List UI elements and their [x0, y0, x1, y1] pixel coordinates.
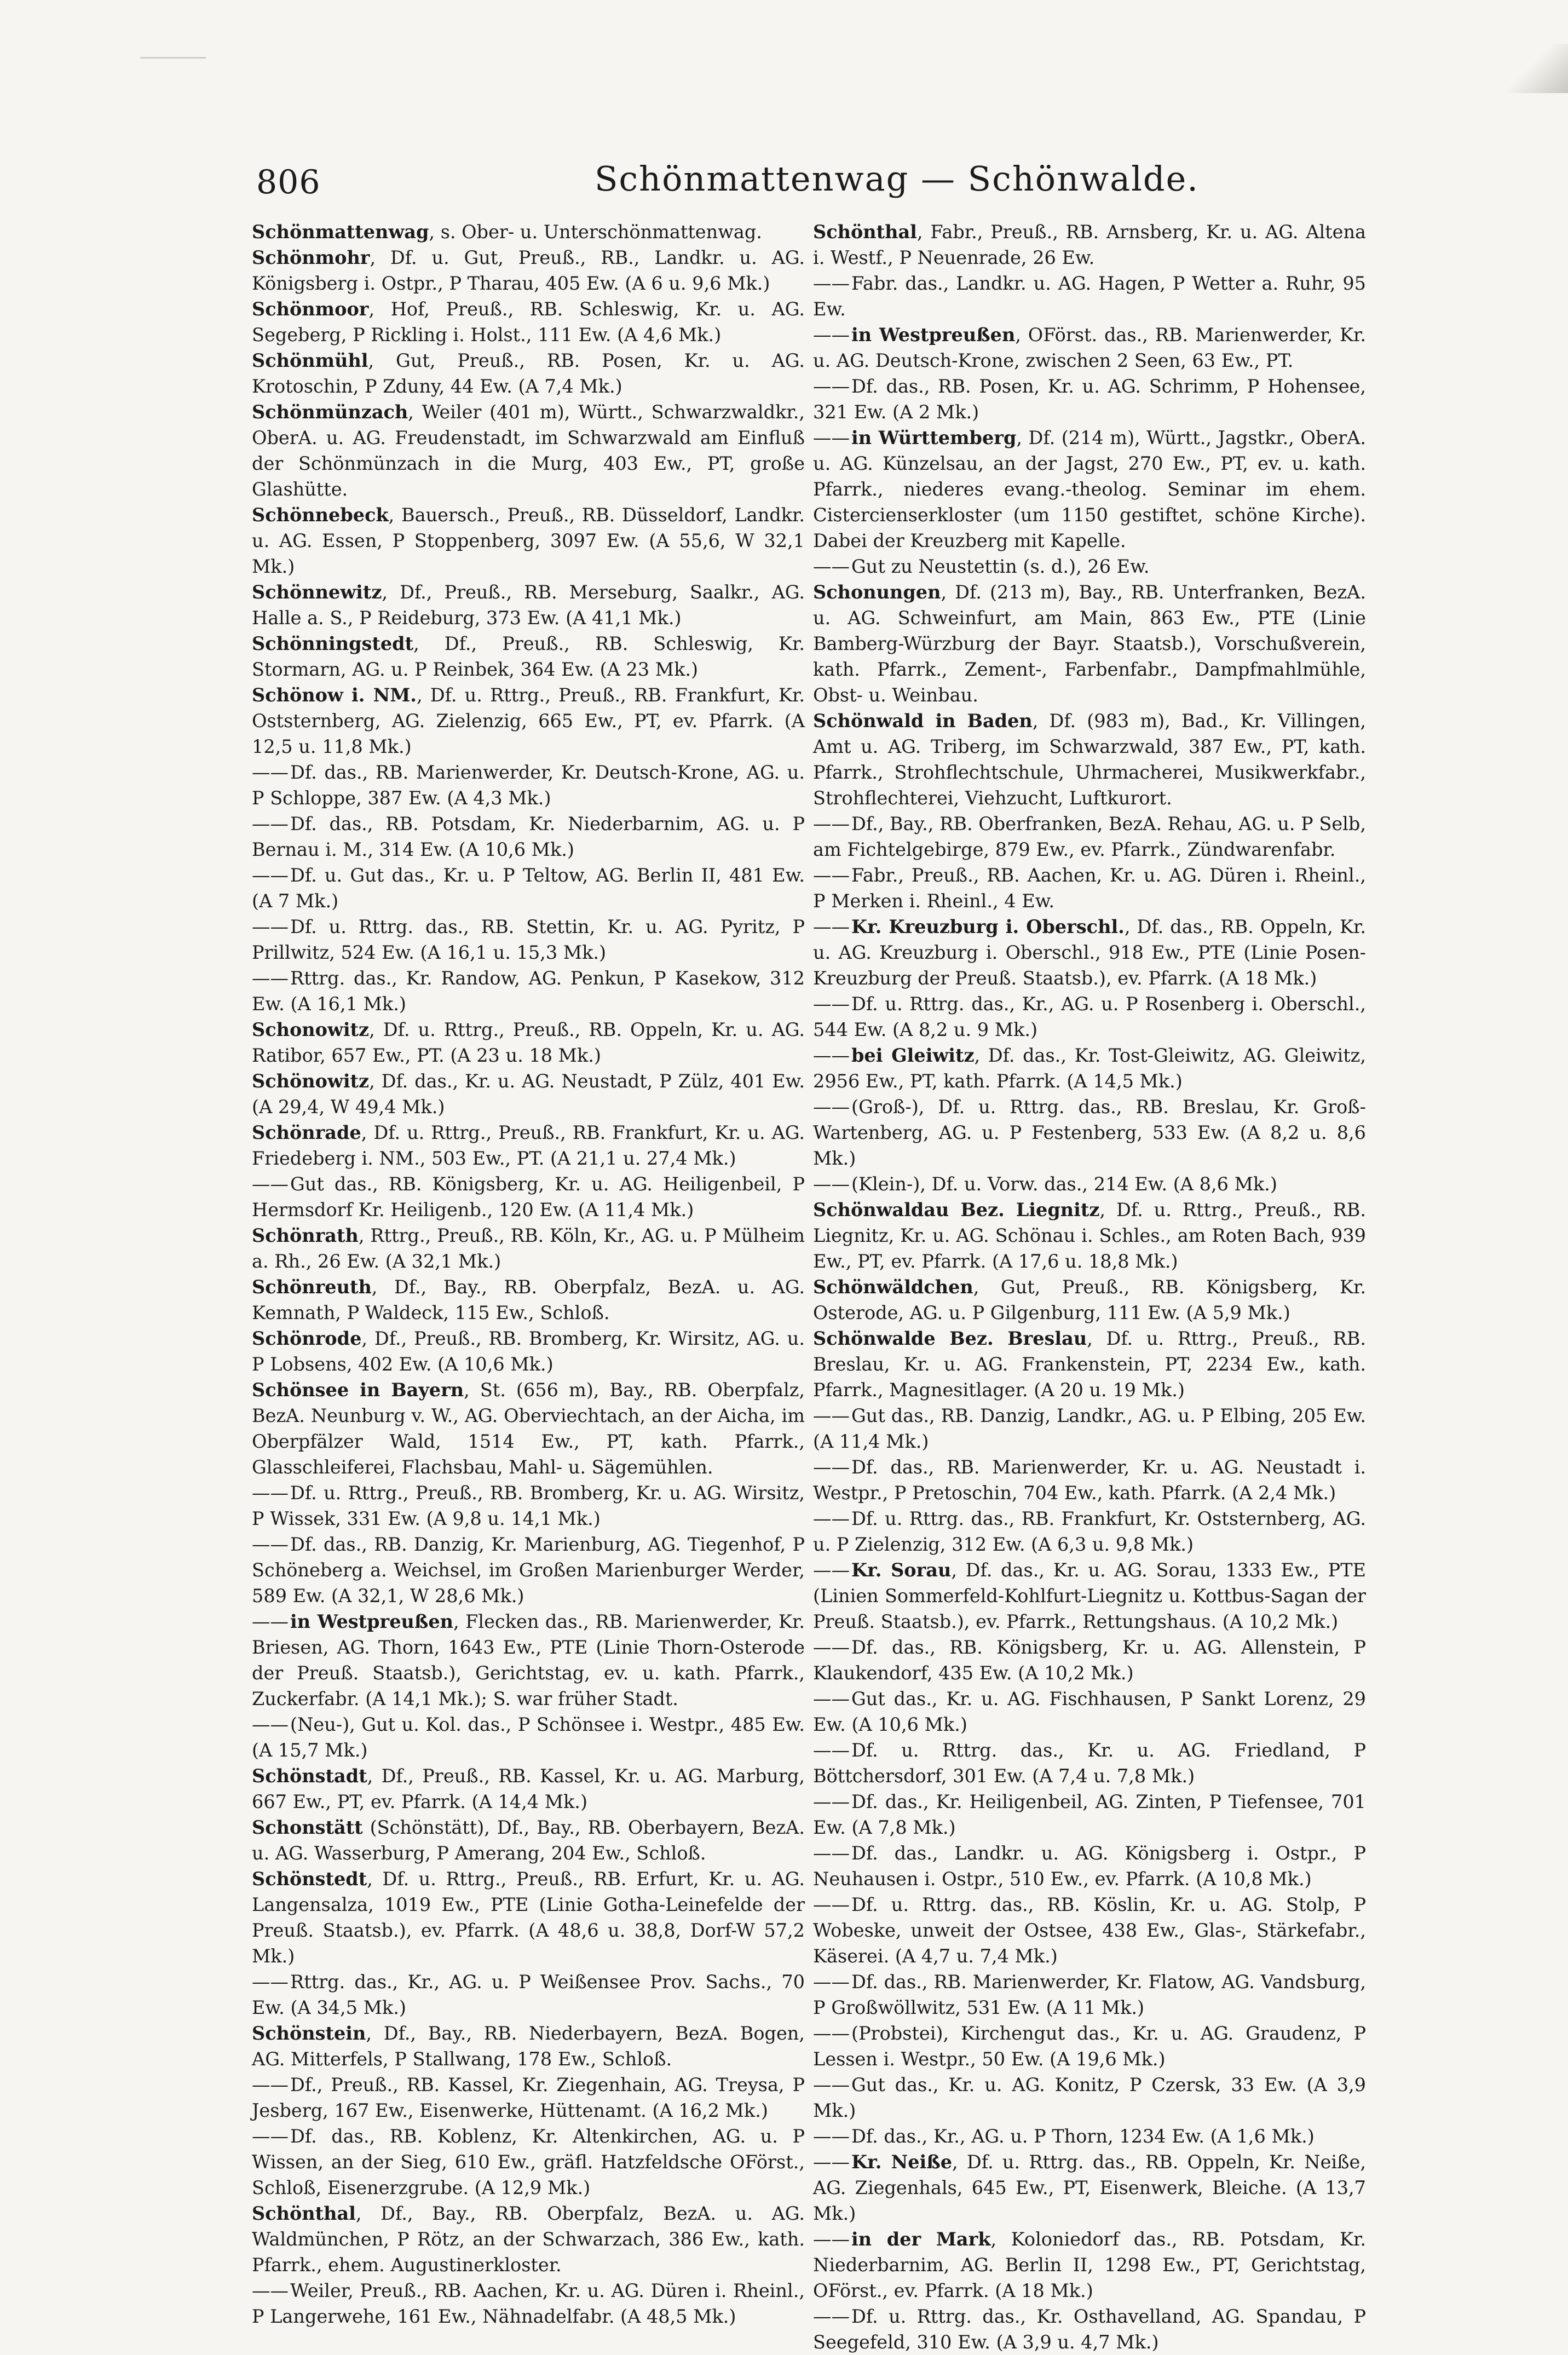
- entry-text: (Probstei), Kirchengut das., Kr. u. AG. Graudenz, P Lessen i. Westpr., 50 Ew. (A 19,6 Mk.): [813, 2023, 1366, 2070]
- entry-text: , Df. (214 m), Württ., Jagstkr., OberA. u. AG. Künzelsau, an der Jagst, 270 Ew., PT, ev. u. kath. Pfarrk., niederes evang.-theolog. Seminar im ehem. Cistercienserkloster (um 1150 gestiftet, schöne Kirche). Dabei der Kreuzberg mit Kapelle.: [813, 427, 1366, 551]
- column-divider: [806, 219, 808, 2081]
- ditto-dash: ——: [813, 2023, 850, 2044]
- entry-headword: Schönningstedt: [252, 633, 414, 654]
- entry-headword: Schönowitz: [252, 1070, 370, 1092]
- entry-text: Df. u. Rttrg., Preuß., RB. Bromberg, Kr. u. AG. Wirsitz, P Wissek, 331 Ew. (A 9,8 u. 14,1 Mk.): [252, 1482, 805, 1529]
- entry-headword: Schönnewitz: [252, 581, 382, 603]
- entry-text: , Df. u. Rttrg., Preuß., RB. Frankfurt, Kr. Oststernberg, AG. Zielenzig, 665 Ew., PT, ev. Pfarrk. (A 12,5 u. 11,8 Mk.): [252, 684, 805, 757]
- ditto-dash: ——: [252, 2280, 289, 2301]
- entry-text: Gut zu Neustettin (s. d.), 26 Ew.: [851, 556, 1150, 577]
- gazetteer-entry: [252, 1531, 805, 1609]
- gazetteer-entry: [252, 1969, 805, 2020]
- entry-text: , Df. u. Rttrg., Preuß., RB. Frankfurt, Kr. u. AG. Friedeberg i. NM., 503 Ew., PT. (A 21,1 u. 27,4 Mk.): [252, 1122, 805, 1169]
- gazetteer-entry: [813, 991, 1366, 1043]
- ditto-dash: ——: [813, 1894, 850, 1915]
- gazetteer-entry: [252, 914, 805, 965]
- gazetteer-entry: [252, 1223, 805, 1274]
- gazetteer-entry: [813, 2226, 1366, 2304]
- entry-text: , Gut, Preuß., RB. Posen, Kr. u. AG. Krotoschin, P Zduny, 44 Ew. (A 7,4 Mk.): [252, 350, 805, 397]
- ditto-dash: ——: [813, 1971, 850, 1993]
- entry-text: , Df. u. Rttrg., Preuß., RB. Breslau, Kr. u. AG. Frankenstein, PT, 2234 Ew., kath. Pfarrk., Magnesitlager. (A 20 u. 19 Mk.): [813, 1328, 1366, 1401]
- entry-text: , Df. das., Kr. u. AG. Neustadt, P Zülz, 401 Ew. (A 29,4, W 49,4 Mk.): [252, 1070, 805, 1118]
- entry-headword: Schönrade: [252, 1122, 361, 1143]
- gazetteer-entry: [813, 1094, 1366, 1171]
- gazetteer-entry: [813, 1403, 1366, 1454]
- entry-text: (Klein-), Df. u. Vorw. das., 214 Ew. (A 8,6 Mk.): [851, 1173, 1277, 1195]
- ditto-dash: ——: [813, 1456, 850, 1478]
- gazetteer-entry: [813, 322, 1366, 373]
- entry-text: Df., Bay., RB. Oberfranken, BezA. Rehau, AG. u. P Selb, am Fichtelgebirge, 879 Ew., ev. Pfarrk., Zündwarenfabr.: [813, 813, 1366, 860]
- entry-text: , Weiler (401 m), Württ., Schwarzwaldkr., OberA. u. AG. Freudenstadt, im Schwarzwald am Einfluß der Schönmünzach in die Murg, 403 Ew., PT, große Glashütte.: [252, 401, 805, 500]
- entry-headword: Schönwäldchen: [813, 1276, 973, 1298]
- gazetteer-entry: [813, 1789, 1366, 1840]
- gazetteer-entry: [813, 1197, 1366, 1274]
- entry-text: , Df. das., Kr. u. AG. Sorau, 1333 Ew., PTE (Linien Sommerfeld-Kohlfurt-Liegnitz u. Kottbus-Sagan der Preuß. Staatsb.), ev. Pfarrk., Rettungshaus. (A 10,2 Mk.): [813, 1559, 1366, 1632]
- ditto-dash: ——: [252, 1173, 289, 1195]
- entry-text: Gut das., Kr. u. AG. Konitz, P Czersk, 33 Ew. (A 3,9 Mk.): [813, 2074, 1366, 2121]
- entry-text: Gut das., RB. Königsberg, Kr. u. AG. Heiligenbeil, P Hermsdorf Kr. Heiligenb., 120 Ew. (A 11,4 Mk.): [252, 1173, 805, 1220]
- gazetteer-entry: [252, 348, 805, 399]
- entry-text: Df. das., RB. Posen, Kr. u. AG. Schrimm, P Hohensee, 321 Ew. (A 2 Mk.): [813, 376, 1366, 423]
- entry-subhead: Kr. Kreuzburg i. Oberschl.: [851, 916, 1125, 937]
- entry-text: Df. u. Rttrg. das., Kr., AG. u. P Rosenberg i. Oberschl., 544 Ew. (A 8,2 u. 9 Mk.): [813, 993, 1366, 1040]
- entry-text: , Df. das., Kr. Tost-Gleiwitz, AG. Gleiwitz, 2956 Ew., PT, kath. Pfarrk. (A 14,5 Mk.): [813, 1045, 1366, 1092]
- entry-text: (Groß-), Df. u. Rttrg. das., RB. Breslau, Kr. Groß-Wartenberg, AG. u. P Festenberg, 533 Ew. (A 8,2 u. 8,6 Mk.): [813, 1096, 1366, 1169]
- gazetteer-entry: [813, 2123, 1366, 2149]
- gazetteer-entry: [252, 502, 805, 579]
- gazetteer-entry: [252, 1326, 805, 1377]
- gazetteer-entry: [813, 554, 1366, 579]
- gazetteer-entry: [252, 862, 805, 914]
- entry-headword: Schönmühl: [252, 350, 368, 371]
- gazetteer-entry: [252, 1017, 805, 1068]
- ditto-dash: ——: [252, 813, 289, 834]
- entry-headword: Schönreuth: [252, 1276, 372, 1298]
- entry-text: , Df. u. Rttrg. das., RB. Oppeln, Kr. Neiße, AG. Ziegenhals, 645 Ew., PT, Eisenwerk, Bleiche. (A 13,7 Mk.): [813, 2151, 1366, 2224]
- entry-text: (Neu-), Gut u. Kol. das., P Schönsee i. Westpr., 485 Ew. (A 15,7 Mk.): [252, 1714, 805, 1761]
- gazetteer-entry: [252, 1815, 805, 1866]
- ditto-dash: ——: [813, 324, 850, 346]
- entry-headword: Schönmattenwag: [252, 221, 429, 243]
- entry-text: , Df. u. Rttrg., Preuß., RB. Erfurt, Kr. u. AG. Langensalza, 1019 Ew., PTE (Linie Gotha-Leinefelde der Preuß. Staatsb.), ev. Pfarrk. (A 48,6 u. 38,8, Dorf-W 57,2 Mk.): [252, 1868, 805, 1967]
- gazetteer-entry: [813, 1454, 1366, 1506]
- ditto-dash: ——: [252, 968, 289, 989]
- ditto-dash: ——: [252, 1611, 289, 1632]
- ditto-dash: ——: [252, 1714, 289, 1735]
- ditto-dash: ——: [813, 2229, 850, 2250]
- entry-text: , Rttrg., Preuß., RB. Köln, Kr., AG. u. P Mülheim a. Rh., 26 Ew. (A 32,1 Mk.): [252, 1225, 805, 1272]
- entry-subhead: Kr. Sorau: [851, 1559, 952, 1581]
- entry-headword: Schonungen: [813, 581, 941, 603]
- gazetteer-entry: [813, 1634, 1366, 1686]
- gazetteer-entry: [813, 579, 1366, 708]
- entry-text: , Gut, Preuß., RB. Königsberg, Kr. Osterode, AG. u. P Gilgenburg, 111 Ew. (A 5,9 Mk.): [813, 1276, 1366, 1323]
- entry-headword: Schönstein: [252, 2023, 366, 2044]
- entry-text: , Df. (213 m), Bay., RB. Unterfranken, BezA. u. AG. Schweinfurt, am Main, 863 Ew., PTE (Linie Bamberg-Würzburg der Bayr. Staatsb.), Vorschußverein, kath. Pfarrk., Zement-, Farbenfabr., Dampfmahlmühle, Obst- u. Weinbau.: [813, 581, 1366, 706]
- entry-subhead: bei Gleiwitz: [851, 1045, 975, 1066]
- entry-text: Df. u. Rttrg. das., RB. Köslin, Kr. u. AG. Stolp, P Wobeske, unweit der Ostsee, 438 Ew., Glas-, Stärkefabr., Käserei. (A 4,7 u. 7,4 Mk.): [813, 1894, 1366, 1967]
- ditto-dash: ——: [813, 1740, 850, 1761]
- entry-text: Weiler, Preuß., RB. Aachen, Kr. u. AG. Düren i. Rheinl., P Langerwehe, 161 Ew., Nähnadelfabr. (A 48,5 Mk.): [252, 2280, 805, 2327]
- ditto-dash: ——: [252, 916, 289, 937]
- gazetteer-entry: [813, 1737, 1366, 1789]
- entry-text: Df. das., RB. Marienwerder, Kr. Flatow, AG. Vandsburg, P Großwöllwitz, 531 Ew. (A 11 Mk.): [813, 1971, 1366, 2018]
- gazetteer-entry: [813, 1969, 1366, 2020]
- entry-headword: Schönthal: [252, 2203, 356, 2224]
- ditto-dash: ——: [252, 865, 289, 886]
- entry-text: Df. u. Rttrg. das., Kr. u. AG. Friedland, P Böttchersdorf, 301 Ew. (A 7,4 u. 7,8 Mk.): [813, 1740, 1366, 1787]
- entry-text: Df. das., RB. Marienwerder, Kr. u. AG. Neustadt i. Westpr., P Pretoschin, 704 Ew., kath. Pfarrk. (A 2,4 Mk.): [813, 1456, 1366, 1504]
- ditto-dash: ——: [813, 993, 850, 1015]
- entry-text: , Df., Preuß., RB. Merseburg, Saalkr., AG. Halle a. S., P Reideburg, 373 Ew. (A 41,1 Mk.): [252, 581, 805, 629]
- entry-text: , Df., Bay., RB. Oberpfalz, BezA. u. AG. Waldmünchen, P Rötz, an der Schwarzach, 386 Ew., kath. Pfarrk., ehem. Augustinerkloster.: [252, 2203, 805, 2276]
- entry-text: , Koloniedorf das., RB. Potsdam, Kr. Niederbarnim, AG. Berlin II, 1298 Ew., PT, Gerichtstag, OFörst., ev. Pfarrk. (A 18 Mk.): [813, 2229, 1366, 2301]
- gazetteer-entry: [813, 1506, 1366, 1557]
- gazetteer-entry: [813, 1892, 1366, 1969]
- gazetteer-entry: [813, 425, 1366, 554]
- ditto-dash: ——: [813, 1096, 850, 1118]
- entry-headword: Schönwalde Bez. Breslau: [813, 1328, 1087, 1349]
- gazetteer-entry: [813, 811, 1366, 862]
- entry-text: Fabr., Preuß., RB. Aachen, Kr. u. AG. Düren i. Rheinl., P Merken i. Rheinl., 4 Ew.: [813, 865, 1366, 912]
- entry-headword: Schönrode: [252, 1328, 362, 1349]
- entry-text: , Df. u. Gut, Preuß., RB., Landkr. u. AG. Königsberg i. Ostpr., P Tharau, 405 Ew. (A 6 u. 9,6 Mk.): [252, 247, 805, 294]
- ditto-dash: ——: [813, 1508, 850, 1529]
- entry-text: Df. das., RB. Königsberg, Kr. u. AG. Allenstein, P Klaukendorf, 435 Ew. (A 10,2 Mk.): [813, 1637, 1366, 1684]
- entry-headword: Schönthal: [813, 221, 917, 243]
- gazetteer-entry: [813, 270, 1366, 322]
- ditto-dash: ——: [813, 1173, 850, 1195]
- page-header: [256, 159, 1296, 214]
- entry-text: , s. Ober- u. Unterschönmattenwag.: [429, 221, 762, 243]
- gazetteer-entry: [252, 1712, 805, 1763]
- gazetteer-entry: [813, 1274, 1366, 1326]
- ditto-dash: ——: [813, 1045, 850, 1066]
- gazetteer-entry: [813, 2304, 1366, 2355]
- gazetteer-entry: [252, 759, 805, 811]
- gazetteer-entry: [252, 2278, 805, 2329]
- gazetteer-entry: [252, 399, 805, 502]
- ditto-dash: ——: [813, 427, 850, 448]
- entry-text: Df. u. Rttrg. das., RB. Frankfurt, Kr. Oststernberg, AG. u. P Zielenzig, 312 Ew. (A 6,3 u. 9,8 Mk.): [813, 1508, 1366, 1555]
- entry-text: Df. das., Kr. Heiligenbeil, AG. Zinten, P Tiefensee, 701 Ew. (A 7,8 Mk.): [813, 1791, 1366, 1838]
- ditto-dash: ——: [813, 2074, 850, 2095]
- entry-subhead: in Westpreußen: [290, 1611, 454, 1632]
- entry-text: , Fabr., Preuß., RB. Arnsberg, Kr. u. AG. Altena i. Westf., P Neuenrade, 26 Ew.: [813, 221, 1366, 268]
- entry-headword: Schönstadt: [252, 1765, 367, 1787]
- entry-text: , Df. u. Rttrg., Preuß., RB. Liegnitz, Kr. u. AG. Schönau i. Schles., am Roten Bach, 939 Ew., PT, ev. Pfarrk. (A 17,6 u. 18,8 Mk.): [813, 1199, 1366, 1272]
- ditto-dash: ——: [252, 1971, 289, 1993]
- gazetteer-entry: [813, 219, 1366, 270]
- ditto-dash: ——: [813, 916, 850, 937]
- entry-text: , OFörst. das., RB. Marienwerder, Kr. u. AG. Deutsch-Krone, zwischen 2 Seen, 63 Ew., PT.: [813, 324, 1367, 371]
- entry-text: Df. das., RB. Marienwerder, Kr. Deutsch-Krone, AG. u. P Schloppe, 387 Ew. (A 4,3 Mk.): [252, 762, 805, 809]
- entry-subhead: Kr. Neiße: [851, 2151, 953, 2173]
- entry-text: Df. u. Rttrg. das., RB. Stettin, Kr. u. AG. Pyritz, P Prillwitz, 524 Ew. (A 16,1 u. 15,3 Mk.): [252, 916, 805, 963]
- ditto-dash: ——: [813, 1791, 850, 1812]
- entry-headword: Schönrath: [252, 1225, 359, 1246]
- right-column: [813, 219, 1366, 2355]
- ditto-dash: ——: [813, 273, 850, 294]
- entry-text: Df. das., Landkr. u. AG. Königsberg i. Ostpr., P Neuhausen i. Ostpr., 510 Ew., ev. Pfarrk. (A 10,8 Mk.): [813, 1842, 1366, 1890]
- ditto-dash: ——: [252, 762, 289, 783]
- gazetteer-entry: [252, 2201, 805, 2278]
- entry-text: , Df., Bay., RB. Oberpfalz, BezA. u. AG. Kemnath, P Waldeck, 115 Ew., Schloß.: [252, 1276, 805, 1323]
- gazetteer-entry: [252, 682, 805, 759]
- page-number: 806: [256, 163, 321, 201]
- entry-text: , Df., Preuß., RB. Schleswig, Kr. Stormarn, AG. u. P Reinbek, 364 Ew. (A 23 Mk.): [252, 633, 805, 680]
- entry-headword: Schönmoor: [252, 298, 369, 320]
- entry-headword: Schönmohr: [252, 247, 370, 268]
- gazetteer-entry: [813, 1840, 1366, 1892]
- gazetteer-entry: [252, 811, 805, 862]
- entry-text: Rttrg. das., Kr., AG. u. P Weißensee Prov. Sachs., 70 Ew. (A 34,5 Mk.): [252, 1971, 805, 2018]
- gazetteer-entry: [813, 1043, 1366, 1094]
- gazetteer-entry: [252, 1480, 805, 1531]
- gazetteer-entry: [813, 1686, 1366, 1737]
- ditto-dash: ——: [813, 813, 850, 834]
- ditto-dash: ——: [252, 2074, 289, 2095]
- entry-text: Df. das., Kr., AG. u. P Thorn, 1234 Ew. (A 1,6 Mk.): [851, 2126, 1315, 2147]
- entry-text: , Df., Preuß., RB. Kassel, Kr. u. AG. Marburg, 667 Ew., PT, ev. Pfarrk. (A 14,4 Mk.): [252, 1765, 805, 1812]
- gazetteer-entry: [813, 2072, 1366, 2123]
- ditto-dash: ——: [252, 1534, 289, 1555]
- ditto-dash: ——: [813, 556, 850, 577]
- entry-text: , Df., Preuß., RB. Bromberg, Kr. Wirsitz, AG. u. P Lobsens, 402 Ew. (A 10,6 Mk.): [252, 1328, 805, 1375]
- entry-headword: Schönow i. NM.: [252, 684, 417, 706]
- gazetteer-entry: [813, 373, 1366, 425]
- gazetteer-entry: [252, 631, 805, 682]
- entry-text: Df., Preuß., RB. Kassel, Kr. Ziegenhain, AG. Treysa, P Jesberg, 167 Ew., Eisenwerke, Hüttenamt. (A 16,2 Mk.): [252, 2074, 805, 2121]
- gazetteer-entry: [252, 1171, 805, 1223]
- entry-headword: Schönnebeck: [252, 504, 389, 526]
- gazetteer-entry: [813, 708, 1366, 811]
- entry-text: Fabr. das., Landkr. u. AG. Hagen, P Wetter a. Ruhr, 95 Ew.: [813, 273, 1366, 320]
- gazetteer-entry: [252, 1274, 805, 1326]
- gazetteer-entry: [252, 1609, 805, 1712]
- ditto-dash: ——: [813, 2126, 850, 2147]
- gazetteer-entry: [252, 1068, 805, 1120]
- entry-text: (Schönstätt), Df., Bay., RB. Oberbayern, BezA. u. AG. Wasserburg, P Amerang, 204 Ew., Schloß.: [252, 1817, 805, 1864]
- entry-headword: Schönstedt: [252, 1868, 367, 1890]
- gazetteer-entry: [252, 219, 805, 245]
- entry-headword: Schönmünzach: [252, 401, 408, 423]
- gazetteer-entry: [252, 2072, 805, 2123]
- ditto-dash: ——: [813, 1637, 850, 1658]
- entry-text: Gut das., RB. Danzig, Landkr., AG. u. P Elbing, 205 Ew. (A 11,4 Mk.): [813, 1405, 1366, 1452]
- entry-headword: Schönwaldau Bez. Liegnitz: [813, 1199, 1100, 1220]
- ditto-dash: ——: [813, 2151, 850, 2173]
- entry-text: Gut das., Kr. u. AG. Fischhausen, P Sankt Lorenz, 29 Ew. (A 10,6 Mk.): [813, 1688, 1366, 1735]
- entry-text: , Df. (983 m), Bad., Kr. Villingen, Amt u. AG. Triberg, im Schwarzwald, 387 Ew., PT, kath. Pfarrk., Strohflechtschule, Uhrmacherei, Musikwerkfabr., Strohflechterei, Viehzucht, Luftkurort.: [813, 710, 1366, 809]
- entry-text: Df. das., RB. Potsdam, Kr. Niederbarnim, AG. u. P Bernau i. M., 314 Ew. (A 10,6 Mk.): [252, 813, 805, 860]
- entry-text: Df. u. Rttrg. das., Kr. Osthavelland, AG. Spandau, P Seegefeld, 310 Ew. (A 3,9 u. 4,7 Mk.): [813, 2306, 1366, 2353]
- entry-text: , St. (656 m), Bay., RB. Oberpfalz, BezA. Neunburg v. W., AG. Oberviechtach, an der Aicha, im Oberpfälzer Wald, 1514 Ew., PT, kath. Pfarrk., Glasschleiferei, Flachsbau, Mahl- u. Sägemühlen.: [252, 1379, 805, 1478]
- gazetteer-entry: [252, 1120, 805, 1171]
- gazetteer-entry: [252, 1866, 805, 1969]
- ditto-dash: ——: [813, 865, 850, 886]
- entry-subhead: in Württemberg: [851, 427, 1017, 448]
- gazetteer-entry: [252, 245, 805, 296]
- entry-text: , Df. u. Rttrg., Preuß., RB. Oppeln, Kr. u. AG. Ratibor, 657 Ew., PT. (A 23 u. 18 Mk.): [252, 1019, 805, 1066]
- entry-text: Df. u. Gut das., Kr. u. P Teltow, AG. Berlin II, 481 Ew. (A 7 Mk.): [252, 865, 805, 912]
- ditto-dash: ——: [813, 1688, 850, 1709]
- entry-subhead: in Westpreußen: [851, 324, 1016, 346]
- gazetteer-entry: [252, 1763, 805, 1815]
- gazetteer-entry: [813, 862, 1366, 914]
- left-column: [252, 219, 805, 2329]
- entry-headword: Schonstätt: [252, 1817, 363, 1838]
- entry-text: , Df. das., RB. Oppeln, Kr. u. AG. Kreuzburg i. Oberschl., 918 Ew., PTE (Linie Posen-Kreuzburg der Preuß. Staatsb.), ev. Pfarrk. (A 18 Mk.): [813, 916, 1366, 989]
- gazetteer-entry: [813, 1326, 1366, 1403]
- entry-subhead: in der Mark: [851, 2229, 991, 2250]
- ditto-dash: ——: [252, 2126, 289, 2147]
- entry-text: Df. das., RB. Koblenz, Kr. Altenkirchen, AG. u. P Wissen, an der Sieg, 610 Ew., gräfl. Hatzfeldsche OFörst., Schloß, Eisenerzgrube. (A 12,9 Mk.): [252, 2126, 805, 2198]
- ditto-dash: ——: [252, 1482, 289, 1504]
- ditto-dash: ——: [813, 376, 850, 397]
- entry-text: , Bauersch., Preuß., RB. Düsseldorf, Landkr. u. AG. Essen, P Stoppenberg, 3097 Ew. (A 55,6, W 32,1 Mk.): [252, 504, 805, 577]
- gazetteer-entry: [813, 2020, 1366, 2072]
- gazetteer-entry: [813, 2149, 1366, 2226]
- entry-headword: Schönwald in Baden: [813, 710, 1033, 732]
- entry-text: Rttrg. das., Kr. Randow, AG. Penkun, P Kasekow, 312 Ew. (A 16,1 Mk.): [252, 968, 805, 1015]
- entry-text: Df. das., RB. Danzig, Kr. Marienburg, AG. Tiegenhof, P Schöneberg a. Weichsel, im Großen Marienburger Werder, 589 Ew. (A 32,1, W 28,6 Mk.): [252, 1534, 805, 1607]
- ditto-dash: ——: [813, 1842, 850, 1864]
- entry-text: , Df., Bay., RB. Niederbayern, BezA. Bogen, AG. Mitterfels, P Stallwang, 178 Ew., Schloß.: [252, 2023, 805, 2070]
- gazetteer-entry: [813, 914, 1366, 991]
- gazetteer-entry: [252, 2123, 805, 2201]
- entry-headword: Schonowitz: [252, 1019, 370, 1040]
- page-corner: [1508, 44, 1568, 93]
- gazetteer-entry: [252, 965, 805, 1017]
- ditto-dash: ——: [813, 1559, 850, 1581]
- gazetteer-entry: [252, 579, 805, 631]
- gazetteer-entry: [252, 1377, 805, 1480]
- gazetteer-entry: [252, 296, 805, 348]
- margin-mark: [140, 57, 206, 59]
- ditto-dash: ——: [813, 2306, 850, 2327]
- gazetteer-entry: [813, 1171, 1366, 1197]
- ditto-dash: ——: [813, 1405, 850, 1426]
- running-title: Schönmattenwag — Schönwalde.: [594, 159, 1200, 199]
- gazetteer-entry: [813, 1557, 1366, 1634]
- gazetteer-entry: [252, 2020, 805, 2072]
- entry-text: , Hof, Preuß., RB. Schleswig, Kr. u. AG. Segeberg, P Rickling i. Holst., 111 Ew. (A 4,6 Mk.): [252, 298, 805, 346]
- entry-text: , Flecken das., RB. Marienwerder, Kr. Briesen, AG. Thorn, 1643 Ew., PTE (Linie Thorn-Osterode der Preuß. Staatsb.), Gerichtstag, ev. u. kath. Pfarrk., Zuckerfabr. (A 14,1 Mk.); S. war früher Stadt.: [252, 1611, 805, 1709]
- entry-headword: Schönsee in Bayern: [252, 1379, 464, 1401]
